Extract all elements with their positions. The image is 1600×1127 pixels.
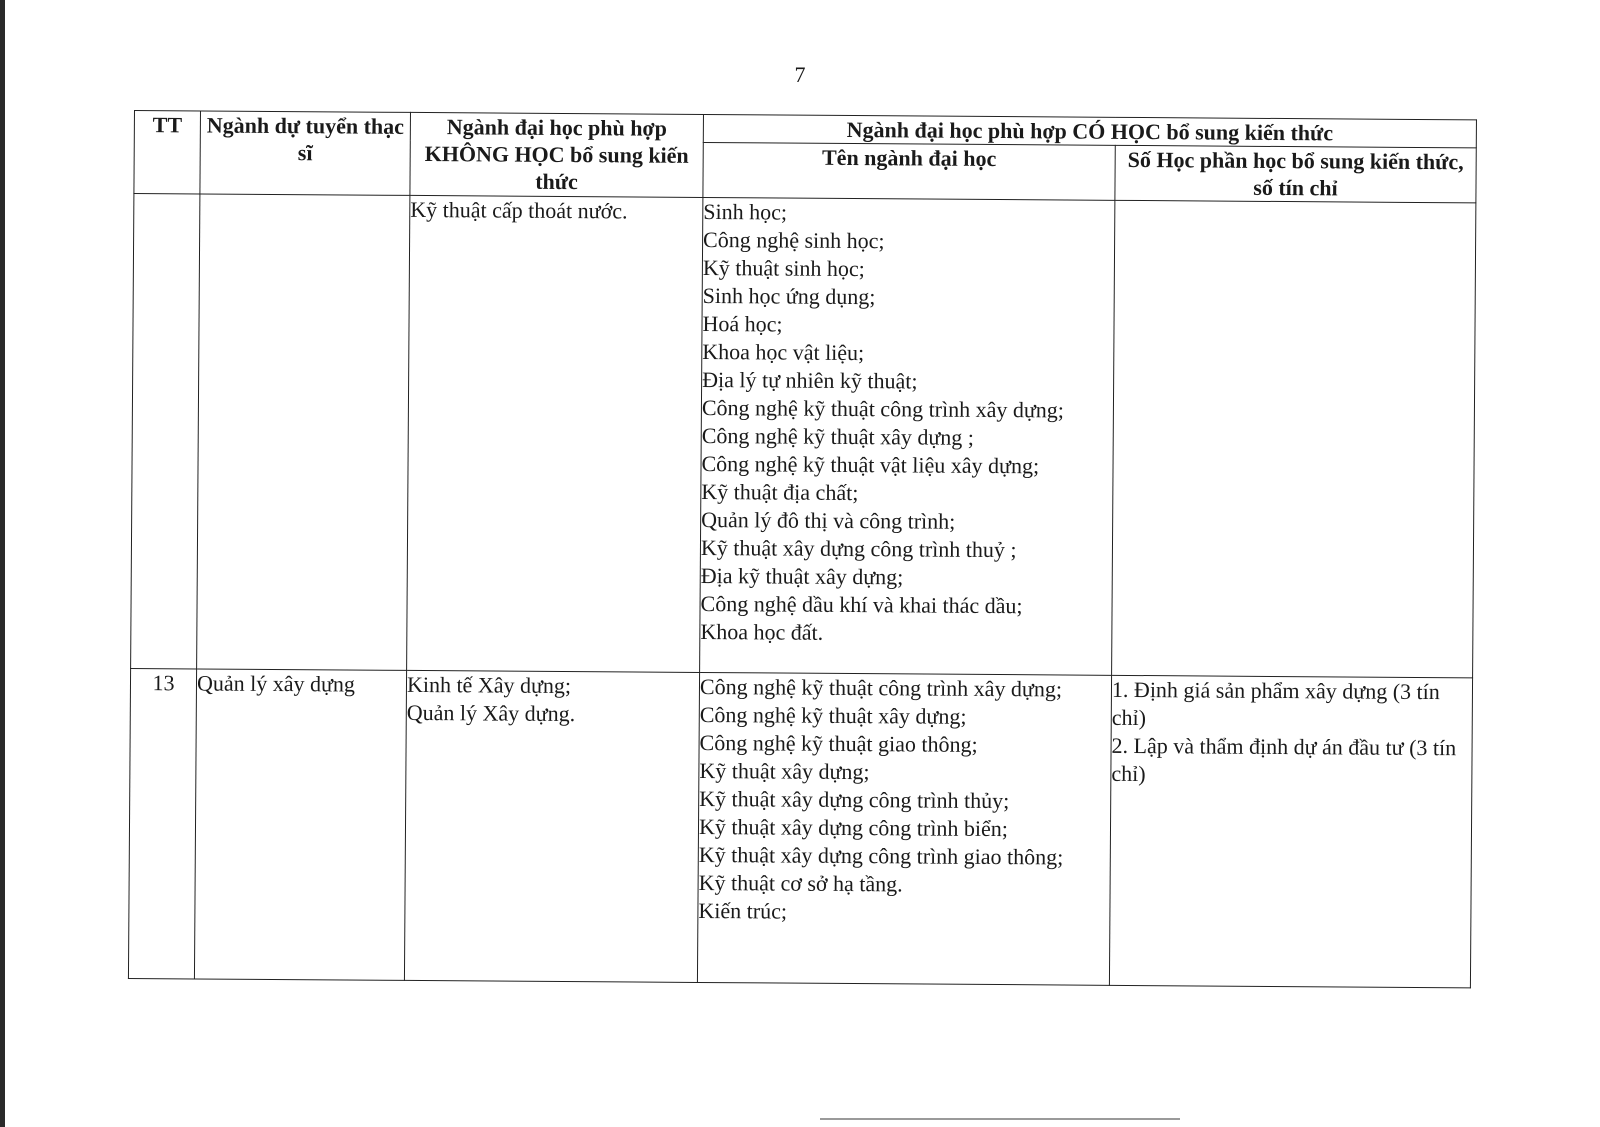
list-item: Địa lý tự nhiên kỹ thuật; xyxy=(702,366,918,394)
list-item: Kỹ thuật địa chất; xyxy=(701,478,859,506)
row-major: Quản lý xây dựng xyxy=(194,669,406,980)
scan-artifact-line xyxy=(820,1118,1180,1120)
list-item: Quản lý Xây dựng. xyxy=(406,699,576,727)
row-with-supplement xyxy=(697,672,1111,985)
list-item: Kỹ thuật sinh học; xyxy=(702,254,865,282)
list-item: Khoa học đất. xyxy=(700,618,824,645)
row-credits xyxy=(1112,200,1476,678)
row-no-supplement xyxy=(404,670,699,982)
list-item: Công nghệ kỹ thuật công trình xây dựng; xyxy=(699,673,1063,702)
list-item: Công nghệ kỹ thuật công trình xây dựng; xyxy=(701,394,1065,423)
list-item: Công nghệ kỹ thuật xây dựng ; xyxy=(701,422,975,450)
list-item: Sinh học; xyxy=(703,198,788,225)
list-item: Sinh học ứng dụng; xyxy=(702,282,876,310)
admission-table xyxy=(128,110,1477,988)
row-tt: 13 xyxy=(128,668,196,978)
header-no-supplement: Ngành đại học phù hợp KHÔNG HỌC bổ sung kiến thức xyxy=(410,112,704,197)
row-credits xyxy=(1109,675,1472,988)
list-item: Quản lý đô thị và công trình; xyxy=(701,506,956,534)
list-item: Kỹ thuật xây dựng công trình thuỷ ; xyxy=(700,534,1017,563)
list-item: Công nghệ kỹ thuật vật liệu xây dựng; xyxy=(701,450,1040,479)
row-no-supplement xyxy=(407,195,703,672)
list-item: Kỹ thuật xây dựng công trình biển; xyxy=(698,813,1008,842)
table-row xyxy=(128,668,1472,987)
list-item: Kỹ thuật xây dựng; xyxy=(699,757,870,785)
header-tt: TT xyxy=(134,111,201,194)
list-item: Kỹ thuật cơ sở hạ tầng. xyxy=(698,869,903,897)
list-item: Công nghệ sinh học; xyxy=(703,226,885,254)
list-item: Hoá học; xyxy=(702,310,783,337)
list-item: Công nghệ dầu khí và khai thác dầu; xyxy=(700,590,1023,619)
list-item: Kiến trúc; xyxy=(698,897,788,924)
row-major xyxy=(197,194,410,670)
row-with-supplement xyxy=(700,197,1115,675)
list-item: Công nghệ kỹ thuật xây dựng; xyxy=(699,701,967,729)
table-row xyxy=(131,194,1476,678)
list-item: Kinh tế Xây dựng; xyxy=(406,671,572,699)
header-major: Ngành dự tuyển thạc sĩ xyxy=(200,111,411,195)
list-item: Khoa học vật liệu; xyxy=(702,338,865,366)
list-item: Công nghệ kỹ thuật giao thông; xyxy=(699,729,978,757)
header-undergrad-name: Tên ngành đại học xyxy=(703,142,1115,200)
header-credits: Số Học phần học bổ sung kiến thức, số tín chỉ xyxy=(1115,145,1476,203)
credit-item: 2. Lập và thẩm định dự án đầu tư (3 tín chỉ) xyxy=(1111,732,1457,787)
list-item: Kỹ thuật xây dựng công trình thủy; xyxy=(699,785,1010,814)
header-with-supplement: Ngành đại học phù hợp CÓ HỌC bổ sung kiến thức xyxy=(703,114,1476,147)
list-item: Địa kỹ thuật xây dựng; xyxy=(700,562,904,590)
credit-item: 1. Định giá sản phẩm xây dựng (3 tín chỉ) xyxy=(1111,676,1440,731)
page-number: 7 xyxy=(794,62,806,87)
scan-edge xyxy=(0,0,5,1127)
list-item: Kỹ thuật cấp thoát nước. xyxy=(410,196,628,224)
list-item: Kỹ thuật xây dựng công trình giao thông; xyxy=(698,841,1064,870)
row-tt xyxy=(131,194,200,669)
